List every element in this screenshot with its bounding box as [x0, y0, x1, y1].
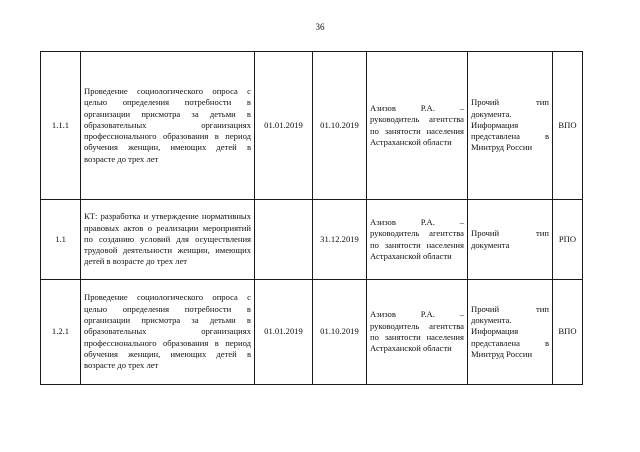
- activity-title-cell: Проведение социологического опроса с целью определения потребности в организации присмотра за детьми в образовательных организациях профессионального образования в период обучения женщин, имеющих детей в возрасте до трех лет: [81, 280, 255, 385]
- end-date-cell: 01.10.2019: [313, 280, 367, 385]
- responsible-cell: Азизов Р.А. – руководитель агентства по занятости населения Астраханской области: [367, 52, 468, 200]
- row-number-cell: 1.1: [41, 200, 81, 280]
- document-type-cell: Прочий тип документа. Информация представлена в Минтруд России: [468, 280, 553, 385]
- end-date-cell: 01.10.2019: [313, 52, 367, 200]
- activity-title-cell: Проведение социологического опроса с целью определения потребности в организации присмотра за детьми в образовательных организациях профессионального образования в период обучения женщин, имеющих детей в возрасте до трех лет: [81, 52, 255, 200]
- activity-title-cell: КТ: разработка и утверждение нормативных правовых актов о реализации мероприятий по созданию условий для осуществления трудовой деятельности женщин, имеющих детей в возрасте до трех лет: [81, 200, 255, 280]
- document-type-cell: Прочий тип документа: [468, 200, 553, 280]
- document-type-cell: Прочий тип документа. Информация представлена в Минтруд России: [468, 52, 553, 200]
- end-date-cell: 31.12.2019: [313, 200, 367, 280]
- start-date-cell: [255, 200, 313, 280]
- activities-table: [40, 51, 583, 385]
- table-row: [41, 52, 583, 200]
- responsible-cell: Азизов Р.А. – руководитель агентства по занятости населения Астраханской области: [367, 280, 468, 385]
- row-number-cell: 1.2.1: [41, 280, 81, 385]
- page-number: 36: [315, 22, 325, 32]
- table-row: [41, 280, 583, 385]
- level-code-cell: РПО: [553, 200, 583, 280]
- start-date-cell: 01.01.2019: [255, 52, 313, 200]
- table-row: [41, 200, 583, 280]
- responsible-cell: Азизов Р.А. – руководитель агентства по занятости населения Астраханской области: [367, 200, 468, 280]
- level-code-cell: ВПО: [553, 52, 583, 200]
- row-number-cell: 1.1.1: [41, 52, 81, 200]
- start-date-cell: 01.01.2019: [255, 280, 313, 385]
- level-code-cell: ВПО: [553, 280, 583, 385]
